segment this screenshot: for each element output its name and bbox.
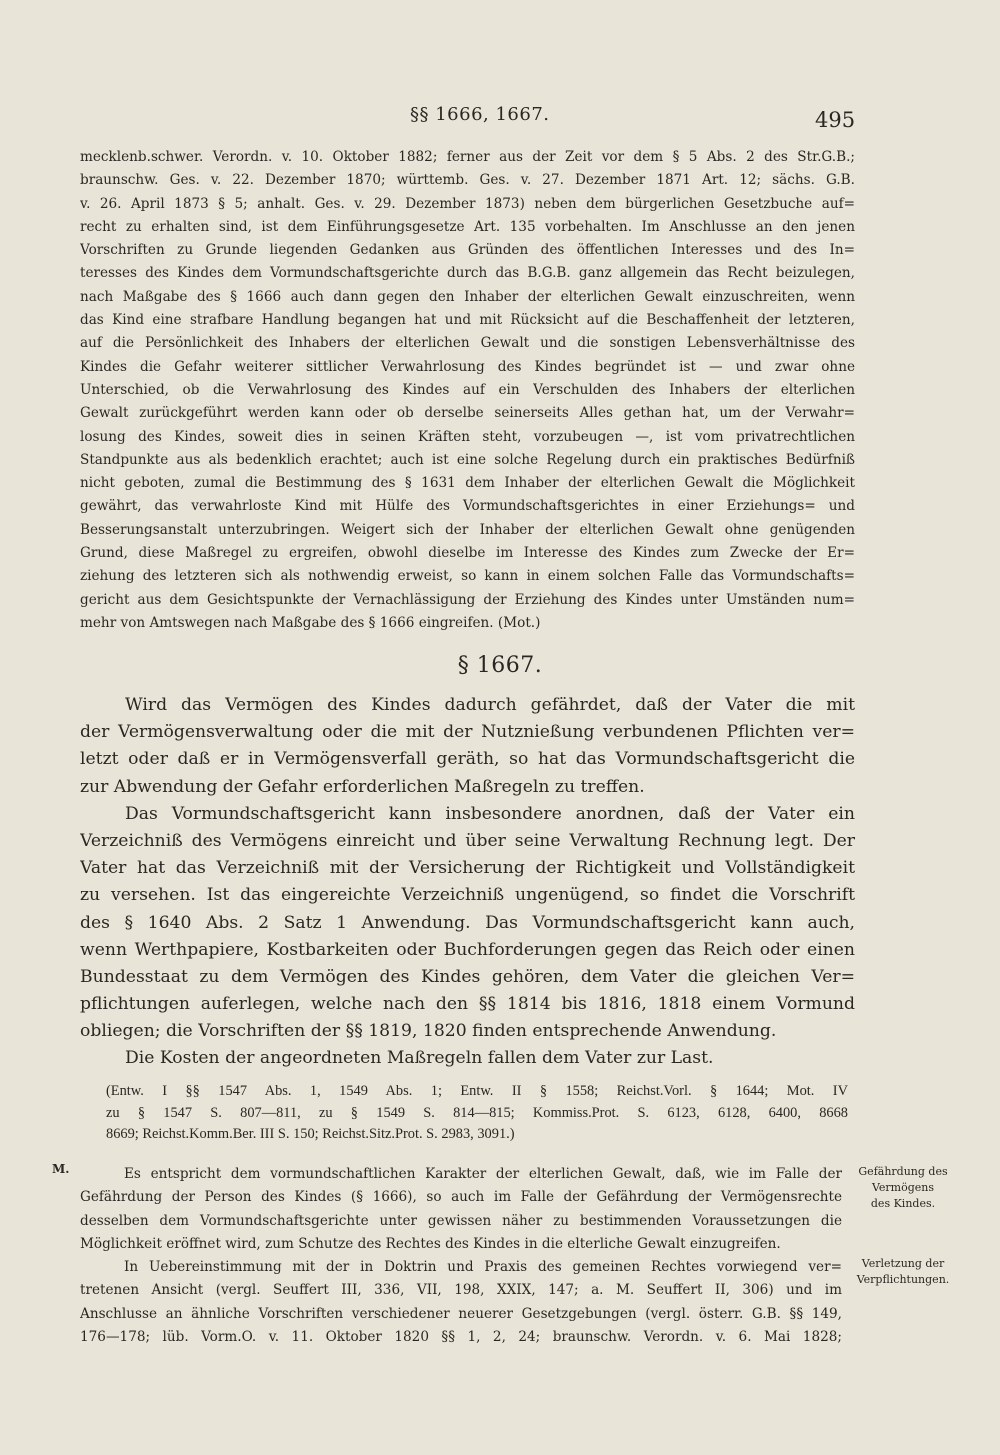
intro-paragraph bbox=[80, 146, 855, 635]
margin-note-line: Verletzung der bbox=[861, 1257, 945, 1270]
text-line: nicht geboten, zumal die Bestimmung des § 1631 dem Inhaber der elterlichen Gewalt die Möglichkeit bbox=[80, 475, 855, 492]
text-line: wenn Werthpapiere, Kostbarkeiten oder Buchforderungen gegen das Reich oder einen bbox=[80, 939, 855, 960]
text-line: Wird das Vermögen des Kindes dadurch gefährdet, daß der Vater die mit bbox=[125, 695, 855, 715]
text-line: mecklenb.schwer. Verordn. v. 10. Oktober 1882; ferner aus der Zeit vor dem § 5 Abs. 2 des Str.G.B.; bbox=[80, 149, 855, 165]
reference-citations bbox=[106, 1081, 848, 1146]
text-line: Die Kosten der angeordneten Maßregeln fallen dem Vater zur Last. bbox=[125, 1048, 714, 1069]
motive-paragraph bbox=[80, 1163, 842, 1349]
text-line: des § 1640 Abs. 2 Satz 1 Anwendung. Das Vormundschaftsgericht kann auch, bbox=[80, 912, 855, 933]
text-line: der Vermögensverwaltung oder die mit der Nutznießung verbundenen Pflichten ver= bbox=[80, 722, 855, 743]
text-line: In Uebereinstimmung mit der in Doktrin und Praxis des gemeinen Rechtes vorwiegend ver= bbox=[124, 1259, 842, 1276]
text-line: 8669; Reichst.Komm.Ber. III S. 150; Reichst.Sitz.Prot. S. 2983, 3091.) bbox=[106, 1126, 515, 1142]
running-header bbox=[0, 98, 1000, 138]
text-line: zur Abwendung der Gefahr erforderlichen Maßregeln zu treffen. bbox=[80, 776, 645, 797]
text-line: mehr von Amtswegen nach Maßgabe des § 1666 eingreifen. (Mot.) bbox=[80, 614, 541, 631]
text-line: Das Vormundschaftsgericht kann insbesondere anordnen, daß der Vater ein bbox=[125, 803, 855, 824]
text-line: gericht aus dem Gesichtspunkte der Vernachlässigung der Erziehung des Kindes unter Umständen num= bbox=[80, 591, 855, 608]
text-line: Verzeichniß des Vermögens einreicht und über seine Verwaltung Rechnung legt. Der bbox=[80, 830, 855, 851]
margin-note-line: Gefährdung des bbox=[858, 1165, 948, 1178]
section-heading: § 1667. bbox=[457, 653, 543, 678]
text-line: Es entspricht dem vormundschaftlichen Karakter der elterlichen Gewalt, daß, wie im Falle der bbox=[124, 1166, 842, 1182]
text-line: Grund, diese Maßregel zu ergreifen, obwohl dieselbe im Interesse des Kindes zum Zwecke der Er= bbox=[80, 545, 855, 562]
text-line: nach Maßgabe des § 1666 auch dann gegen den Inhaber der elterlichen Gewalt einzuschreiten, wenn bbox=[80, 288, 855, 305]
margin-note-endangerment bbox=[848, 1164, 958, 1212]
text-line: teresses des Kindes dem Vormundschaftsgerichte durch das B.G.B. ganz allgemein das Recht beizulegen, bbox=[80, 265, 855, 282]
text-line: auf die Persönlichkeit des Inhabers der elterlichen Gewalt und die sonstigen Lebensverhältnisse des bbox=[80, 335, 855, 352]
text-line: Gefährdung der Person des Kindes (§ 1666), so auch im Falle der Gefährdung der Vermögensrechte bbox=[80, 1189, 842, 1206]
text-line: ziehung des letzteren sich als nothwendig erweist, so kann in einem solchen Falle das Vormundschafts= bbox=[80, 568, 855, 585]
text-line: obliegen; die Vorschriften der §§ 1819, 1820 finden entsprechende Anwendung. bbox=[80, 1021, 777, 1042]
statute-text bbox=[80, 692, 855, 1073]
text-line: Besserungsanstalt unterzubringen. Weigert sich der Inhaber der elterlichen Gewalt ohne genügenden bbox=[80, 521, 855, 538]
text-line: gewährt, das verwahrloste Kind mit Hülfe des Vormundschaftsgerichtes in einer Erziehungs= und bbox=[80, 498, 855, 515]
margin-note-line: des Kindes. bbox=[870, 1197, 936, 1210]
text-line: zu § 1547 S. 807—811, zu § 1549 S. 814—815; Kommiss.Prot. S. 6123, 6128, 6400, 8668 bbox=[106, 1104, 848, 1121]
text-line: 176—178; lüb. Vorm.O. v. 11. Oktober 1820 §§ 1, 2, 24; braunschw. Verordn. v. 6. Mai 1828; bbox=[80, 1329, 842, 1346]
text-line: letzt oder daß er in Vermögensverfall geräth, so hat das Vormundschaftsgericht die bbox=[80, 749, 855, 770]
text-line: Anschlusse an ähnliche Vorschriften verschiedener neuerer Gesetzgebungen (vergl. österr. G.B. §§ 149, bbox=[80, 1305, 842, 1322]
text-line: Gewalt zurückgeführt werden kann oder ob derselbe seinerseits Alles gethan hat, um der Verwahr= bbox=[80, 405, 855, 422]
text-line: zu versehen. Ist das eingereichte Verzeichniß ungenügend, so findet die Vorschrift bbox=[80, 885, 855, 906]
text-line: braunschw. Ges. v. 22. Dezember 1870; württemb. Ges. v. 27. Dezember 1871 Art. 12; sächs. G.B. bbox=[80, 172, 855, 189]
text-line: Bundesstaat zu dem Vermögen des Kindes gehören, dem Vater die gleichen Ver= bbox=[80, 966, 855, 987]
margin-note-breach-of-duty bbox=[848, 1256, 958, 1288]
text-line: das Kind eine strafbare Handlung begangen hat und mit Rücksicht auf die Beschaffenheit der letzteren, bbox=[80, 312, 855, 329]
text-line: v. 26. April 1873 § 5; anhalt. Ges. v. 29. Dezember 1873) neben dem bürgerlichen Gesetzbuche auf= bbox=[80, 195, 855, 212]
motive-marker: M. bbox=[52, 1162, 70, 1176]
page-number: 495 bbox=[815, 108, 856, 132]
text-line: Kindes die Gefahr weiterer sittlicher Verwahrlosung des Kindes begründet ist — und zwar ohne bbox=[80, 358, 855, 375]
text-line: Vater hat das Verzeichniß mit der Versicherung der Richtigkeit und Vollständigkeit bbox=[80, 858, 855, 879]
text-line: Unterschied, ob die Verwahrlosung des Kindes auf ein Verschulden des Inhabers der elterlichen bbox=[80, 381, 855, 398]
text-line: pflichtungen auferlegen, welche nach den §§ 1814 bis 1816, 1818 einem Vormund bbox=[80, 994, 855, 1015]
text-line: Möglichkeit eröffnet wird, zum Schutze des Rechtes des Kindes in die elterliche Gewalt einzugreifen. bbox=[80, 1235, 781, 1252]
text-line: tretenen Ansicht (vergl. Seuffert III, 336, VII, 198, XXIX, 147; a. M. Seuffert II, 306) und im bbox=[80, 1282, 842, 1299]
text-line: Vorschriften zu Grunde liegenden Gedanken aus Gründen des öffentlichen Interesses und des In= bbox=[80, 242, 855, 259]
text-line: (Entw. I §§ 1547 Abs. 1, 1549 Abs. 1; Entw. II § 1558; Reichst.Vorl. § 1644; Mot. IV bbox=[106, 1083, 848, 1099]
header-section-numbers: §§ 1666, 1667. bbox=[410, 104, 550, 125]
text-line: Standpunkte aus als bedenklich erachtet; auch ist eine solche Regelung durch ein praktisches Bedürfniß bbox=[80, 451, 855, 468]
text-line: recht zu erhalten sind, ist dem Einführungsgesetze Art. 135 vorbehalten. Im Anschlusse an den jenen bbox=[80, 218, 855, 235]
margin-note-line: Verpflichtungen. bbox=[856, 1273, 950, 1286]
text-line: desselben dem Vormundschaftsgerichte unter gewissen näher zu bestimmenden Voraussetzungen die bbox=[80, 1212, 842, 1229]
margin-note-line: Vermögens bbox=[871, 1181, 935, 1194]
text-line: losung des Kindes, soweit dies in seinen Kräften steht, vorzubeugen —, ist vom privatrechtlichen bbox=[80, 428, 855, 445]
